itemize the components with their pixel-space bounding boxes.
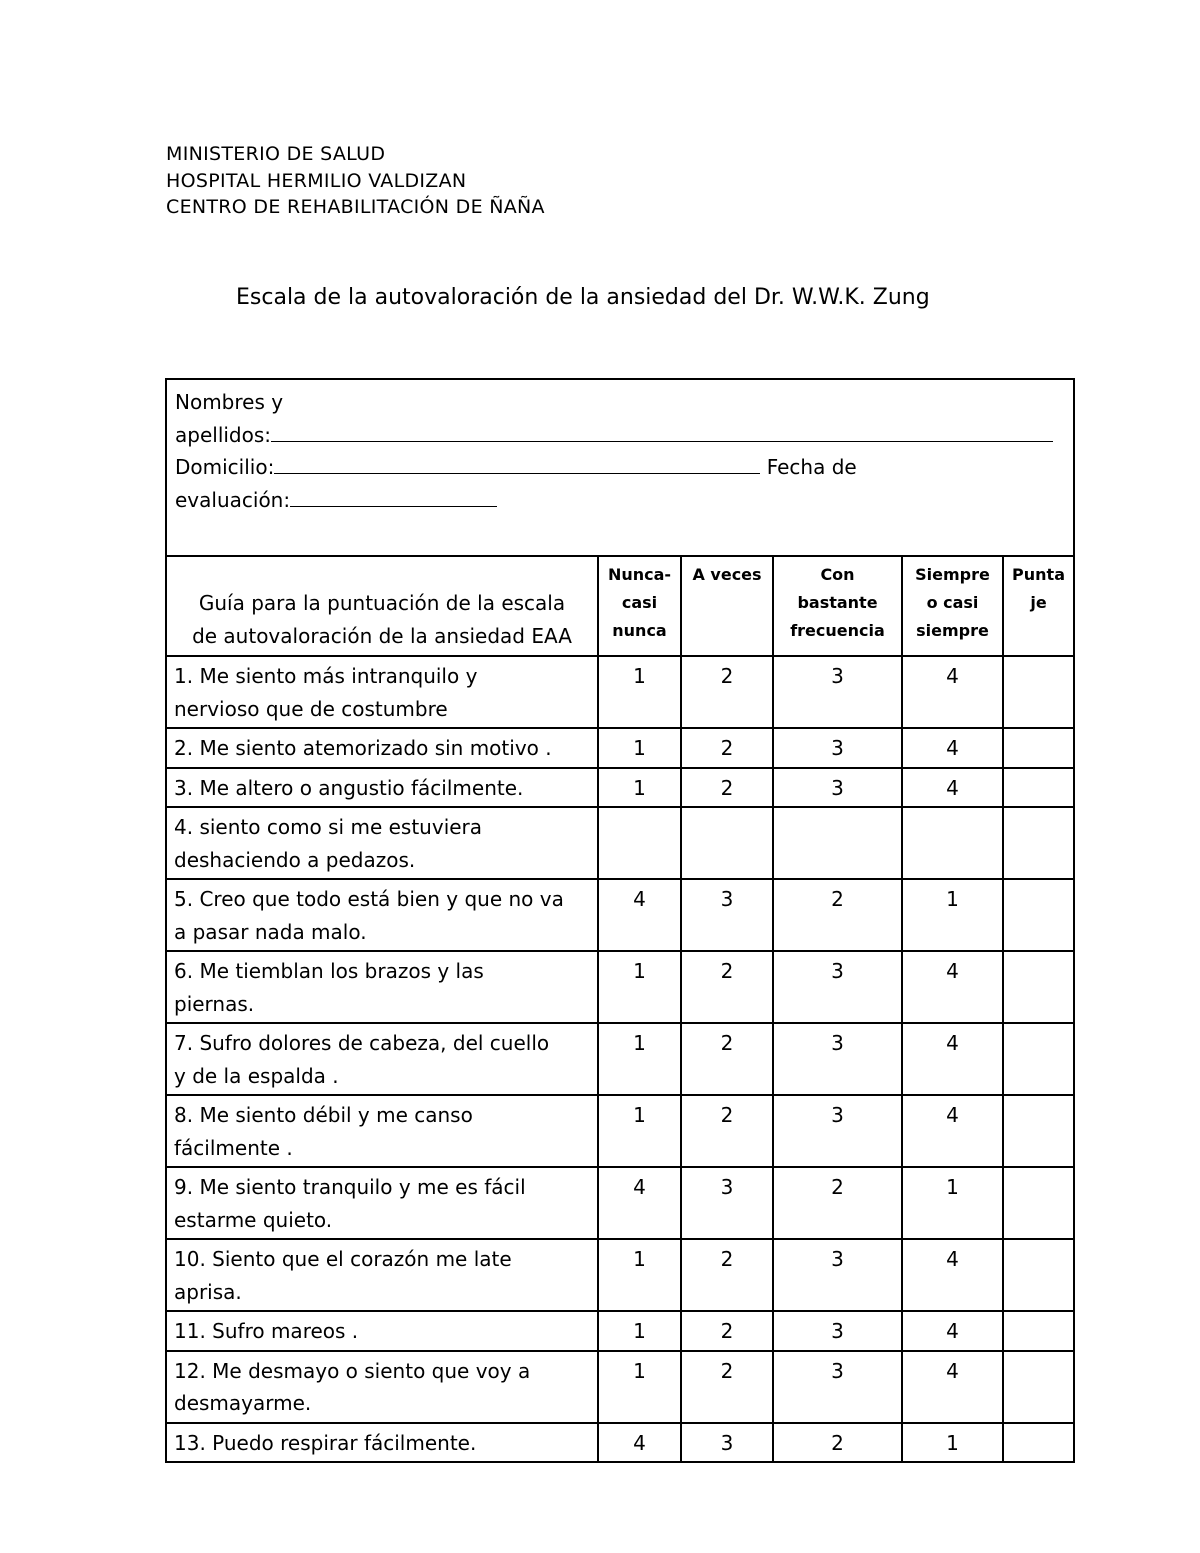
score-column-header: [1003, 556, 1074, 656]
center-name: CENTRO DE REHABILITACIÓN DE ÑAÑA: [166, 196, 545, 218]
score-value-cell: 3: [681, 1423, 773, 1463]
item-text-line1: 5. Creo que todo está bien y que no va: [174, 887, 564, 911]
score-value-cell: [681, 807, 773, 879]
item-text-cell: [166, 1239, 598, 1311]
score-value-cell: 3: [773, 728, 902, 768]
score-value-cell: 2: [681, 1239, 773, 1311]
item-text-line2: aprisa.: [174, 1279, 242, 1304]
names-field[interactable]: [271, 419, 1053, 442]
sometimes-column-header: [681, 556, 773, 656]
score-entry-cell[interactable]: [1003, 1311, 1074, 1351]
column-header-text: Con: [820, 565, 855, 584]
column-header-text: Siempre: [915, 565, 990, 584]
column-header-text: je: [1030, 593, 1047, 612]
guide-header-line1: Guía para la puntuación de la escala: [198, 591, 566, 615]
item-text-line1: 6. Me tiemblan los brazos y las: [174, 959, 484, 983]
score-value-cell: 3: [773, 768, 902, 808]
ministry-name: MINISTERIO DE SALUD: [166, 143, 386, 165]
score-value-cell: 2: [681, 951, 773, 1023]
item-text-line1: 4. siento como si me estuviera: [174, 815, 483, 839]
item-text-line2: nervioso que de costumbre: [174, 696, 448, 721]
table-row: [166, 656, 1074, 728]
score-value-cell: 1: [598, 1311, 681, 1351]
score-value-cell: 2: [681, 656, 773, 728]
item-text-line2: piernas.: [174, 991, 255, 1016]
score-value-cell: 2: [773, 879, 902, 951]
item-text-line1: 13. Puedo respirar fácilmente.: [174, 1430, 477, 1455]
patient-info-cell: [166, 379, 1074, 556]
item-text-cell: [166, 656, 598, 728]
score-value-cell: 2: [681, 1311, 773, 1351]
item-text-line1: 1. Me siento más intranquilo y: [174, 664, 478, 688]
score-entry-cell[interactable]: [1003, 656, 1074, 728]
date-field[interactable]: [290, 484, 497, 507]
item-text-line2: fácilmente .: [174, 1135, 293, 1160]
score-value-cell: 3: [773, 656, 902, 728]
item-text-cell: [166, 1023, 598, 1095]
score-entry-cell[interactable]: [1003, 951, 1074, 1023]
item-text-line2: deshaciendo a pedazos.: [174, 847, 416, 872]
item-text-cell: [166, 1351, 598, 1423]
score-value-cell: 2: [681, 768, 773, 808]
score-value-cell: 1: [902, 1167, 1003, 1239]
item-text-cell: [166, 768, 598, 808]
score-value-cell: 3: [773, 1239, 902, 1311]
score-entry-cell[interactable]: [1003, 768, 1074, 808]
score-value-cell: 1: [598, 951, 681, 1023]
score-value-cell: [598, 807, 681, 879]
column-header-text: o casi: [926, 593, 979, 612]
score-entry-cell[interactable]: [1003, 728, 1074, 768]
table-row: [166, 1095, 1074, 1167]
score-value-cell: 4: [598, 1423, 681, 1463]
names-label-line1: Nombres y: [175, 390, 284, 414]
table-row: [166, 1311, 1074, 1351]
score-value-cell: 4: [598, 879, 681, 951]
score-value-cell: 2: [773, 1423, 902, 1463]
column-header-text: frecuencia: [790, 621, 885, 640]
column-header-text: bastante: [797, 593, 878, 612]
table-header-row: [166, 556, 1074, 656]
item-text-line1: 12. Me desmayo o siento que voy a: [174, 1358, 531, 1383]
column-header-text: siempre: [916, 621, 989, 640]
score-value-cell: 1: [902, 1423, 1003, 1463]
document-title: Escala de la autovaloración de la ansiedad del Dr. W.W.K. Zung: [236, 285, 930, 310]
institution-header: [166, 141, 545, 221]
score-value-cell: 1: [598, 1239, 681, 1311]
score-value-cell: 2: [681, 728, 773, 768]
score-value-cell: 4: [902, 656, 1003, 728]
column-header-text: Punta: [1012, 565, 1065, 584]
column-header-text: casi: [621, 593, 658, 612]
table-row: [166, 1167, 1074, 1239]
score-value-cell: 1: [598, 768, 681, 808]
score-entry-cell[interactable]: [1003, 1239, 1074, 1311]
score-value-cell: 1: [598, 656, 681, 728]
score-entry-cell[interactable]: [1003, 879, 1074, 951]
item-text-cell: [166, 1311, 598, 1351]
table-row: [166, 728, 1074, 768]
score-entry-cell[interactable]: [1003, 1167, 1074, 1239]
score-value-cell: 1: [598, 1351, 681, 1423]
score-value-cell: 4: [902, 1239, 1003, 1311]
score-value-cell: 2: [681, 1351, 773, 1423]
item-text-line1: 7. Sufro dolores de cabeza, del cuello: [174, 1031, 550, 1055]
score-entry-cell[interactable]: [1003, 1023, 1074, 1095]
score-value-cell: 3: [773, 1311, 902, 1351]
table-row: [166, 768, 1074, 808]
score-value-cell: 1: [598, 1095, 681, 1167]
names-label-line2: apellidos:: [175, 422, 272, 447]
always-column-header: [902, 556, 1003, 656]
item-text-line1: 11. Sufro mareos .: [174, 1319, 359, 1343]
item-text-line1: 2. Me siento atemorizado sin motivo .: [174, 736, 552, 760]
item-text-line2: estarme quieto.: [174, 1207, 333, 1232]
score-value-cell: 4: [902, 1023, 1003, 1095]
score-value-cell: 2: [773, 1167, 902, 1239]
address-label: Domicilio:: [175, 455, 275, 479]
patient-info-row: [166, 379, 1074, 556]
score-value-cell: 3: [681, 1167, 773, 1239]
item-text-line1: 9. Me siento tranquilo y me es fácil: [174, 1175, 526, 1199]
table-row: [166, 1023, 1074, 1095]
score-value-cell: 2: [681, 1023, 773, 1095]
score-value-cell: 4: [902, 1351, 1003, 1423]
hospital-name: HOSPITAL HERMILIO VALDIZAN: [166, 169, 467, 192]
table-row: [166, 1423, 1074, 1463]
item-text-line2: y de la espalda .: [174, 1063, 339, 1088]
item-text-line2: a pasar nada malo.: [174, 919, 367, 944]
frequently-column-header: [773, 556, 902, 656]
date-label-line1: Fecha de: [766, 455, 857, 479]
score-value-cell: [902, 807, 1003, 879]
item-text-cell: [166, 1095, 598, 1167]
score-entry-cell[interactable]: [1003, 1423, 1074, 1463]
column-header-text: nunca: [612, 621, 667, 640]
score-value-cell: 3: [773, 1023, 902, 1095]
table-row: [166, 879, 1074, 951]
item-text-line1: 3. Me altero o angustio fácilmente.: [174, 775, 524, 800]
item-text-line1: 10. Siento que el corazón me late: [174, 1247, 512, 1271]
item-text-cell: [166, 728, 598, 768]
score-entry-cell[interactable]: [1003, 807, 1074, 879]
item-text-cell: [166, 879, 598, 951]
score-entry-cell[interactable]: [1003, 1351, 1074, 1423]
score-value-cell: 3: [773, 951, 902, 1023]
item-text-cell: [166, 807, 598, 879]
score-value-cell: 1: [598, 728, 681, 768]
guide-header: [166, 556, 598, 656]
item-text-cell: [166, 951, 598, 1023]
item-text-line1: 8. Me siento débil y me canso: [174, 1103, 473, 1127]
score-value-cell: 4: [902, 728, 1003, 768]
score-value-cell: 1: [902, 879, 1003, 951]
item-text-line2: desmayarme.: [174, 1391, 312, 1415]
score-value-cell: 3: [773, 1351, 902, 1423]
table-row: [166, 1239, 1074, 1311]
score-value-cell: 4: [598, 1167, 681, 1239]
item-text-cell: [166, 1423, 598, 1463]
guide-header-line2: de autovaloración de la ansiedad EAA: [192, 624, 572, 648]
score-value-cell: 4: [902, 951, 1003, 1023]
item-text-cell: [166, 1167, 598, 1239]
score-value-cell: 3: [681, 879, 773, 951]
column-header-text: A veces: [692, 565, 762, 584]
score-entry-cell[interactable]: [1003, 1095, 1074, 1167]
score-value-cell: [773, 807, 902, 879]
score-value-cell: 2: [681, 1095, 773, 1167]
score-value-cell: 1: [598, 1023, 681, 1095]
score-value-cell: 4: [902, 1311, 1003, 1351]
column-header-text: Nunca-: [607, 565, 672, 584]
date-label-line2: evaluación:: [175, 487, 291, 512]
address-field[interactable]: [274, 451, 760, 474]
score-value-cell: 4: [902, 1095, 1003, 1167]
table-row: [166, 1351, 1074, 1423]
table-row: [166, 951, 1074, 1023]
never-column-header: [598, 556, 681, 656]
score-value-cell: 3: [773, 1095, 902, 1167]
score-value-cell: 4: [902, 768, 1003, 808]
table-row: [166, 807, 1074, 879]
eaa-scale-table: [165, 378, 1075, 1463]
